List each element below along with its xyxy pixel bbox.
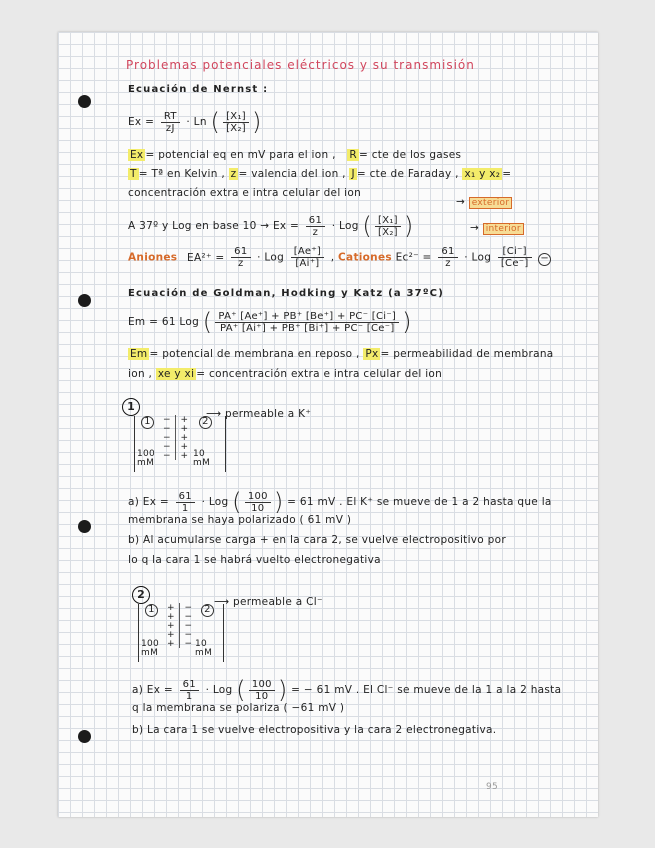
binder-hole — [78, 294, 91, 307]
problem-2-permeable: ⟶ permeable a Cl⁻ — [214, 596, 323, 608]
page-title: Problemas potenciales eléctricos y su transmisión — [126, 58, 475, 72]
problem-1-permeable: ⟶ permeable a K⁺ — [206, 408, 312, 420]
definition2-line-1: Em = potencial de membrana en reposo , Px = permeabilidad de membrana — [130, 348, 554, 360]
minus-circle-icon: − — [538, 253, 551, 266]
problem-1-b-line1: b) Al acumularse carga + en la cara 2, se vuelve electropositivo por — [128, 534, 506, 546]
notebook-page — [58, 32, 598, 817]
binder-hole — [78, 95, 91, 108]
nernst-ratio: $\frac{\text{[X₁]}}{\text{[X₂]}}$ — [223, 111, 249, 134]
problem-2-number: 2 — [132, 586, 150, 604]
definition-line-3: concentración extra e intra celular del ion — [128, 187, 362, 199]
aniones-label: Aniones — [128, 251, 178, 264]
definition-line-1: Ex = potencial eq en mV para el ion , R = cte de los gases — [130, 149, 462, 161]
binder-hole — [78, 730, 91, 743]
problem-2-a: a) Ex = $\frac{61}{1}$ · Log ( $\frac{100}{10}$ ) = − 61 mV . El Cl⁻ se mueve de la 1 a la 2 hasta — [132, 676, 562, 704]
page-number: 95 — [486, 782, 499, 792]
ions-equations: Aniones EA²⁺ = $\frac{61}{z}$ · Log $\frac{[Ae^+]}{[Ai^+]}$ , Cationes Ec²⁻ = $\frac{61}{z}$ · Log $\frac{[Ci^-]}{[Ce^-]}$ − — [128, 246, 551, 269]
binder-hole — [78, 520, 91, 533]
problem-1-diagram: 1 2 − | + − | + − | + − | + − | + 100 mM 10 mM — [134, 416, 226, 472]
exterior-label: → exterior — [456, 196, 512, 208]
interior-label: → interior — [470, 222, 524, 234]
problem-1-number: 1 — [122, 398, 140, 416]
problem-1-a: a) Ex = $\frac{61}{1}$ · Log ( $\frac{100}{10}$ ) = 61 mV . El K⁺ se mueve de 1 a 2 hasta que la — [128, 488, 552, 516]
log10-equation: A 37º y Log en base 10 → Ex = $\frac{61}{z}$ · Log ( $\frac{\text{[X₁]}}{\text{[X₂]}}$ ) — [128, 212, 414, 240]
nernst-ln: · Ln — [186, 116, 207, 128]
problem-2-b-line1: b) La cara 1 se vuelve electropositiva y la cara 2 electronegativa. — [132, 724, 497, 736]
problem-1-b-line2: lo q la cara 1 se habrá vuelto electronegativa — [128, 554, 381, 566]
goldman-equation: Em = 61 Log ( $\frac{PA^+ [Ae^+] + PB^+ [Be^+] + PC^- [Ci^-]}{PA^+ [Ai^+] + PB^+ [Bi^+] + PC^- [Ce^-]}$ ) — [128, 308, 412, 336]
nernst-equation: Ex = $\frac{RT}{zJ}$ · Ln ( $\frac{\text{[X₁]}}{\text{[X₂]}}$ ) — [128, 108, 262, 136]
nernst-heading: Ecuación de Nernst : — [128, 84, 269, 95]
problem-2-diagram: 1 2 + | − + | − + | − + | − + | − 100 mM 10 mM — [138, 604, 224, 662]
goldman-heading: Ecuación de Goldman, Hodking y Katz (a 37ºC) — [128, 288, 444, 299]
cationes-label: Cationes — [338, 251, 392, 264]
nernst-lhs: Ex = — [128, 116, 155, 128]
problem-1-a-line2: membrana se haya polarizado ( 61 mV ) — [128, 514, 352, 526]
definition2-line-2: ion , xe y xi = concentración extra e intra celular del ion — [128, 368, 443, 380]
problem-2-a-line2: q la membrana se polariza ( −61 mV ) — [132, 702, 345, 714]
definition-line-2: T = Tª en Kelvin , z = valencia del ion , J = cte de Faraday , x₁ y x₂ = — [130, 168, 512, 180]
nernst-fraction: $\frac{RT}{zJ}$ — [161, 111, 180, 134]
